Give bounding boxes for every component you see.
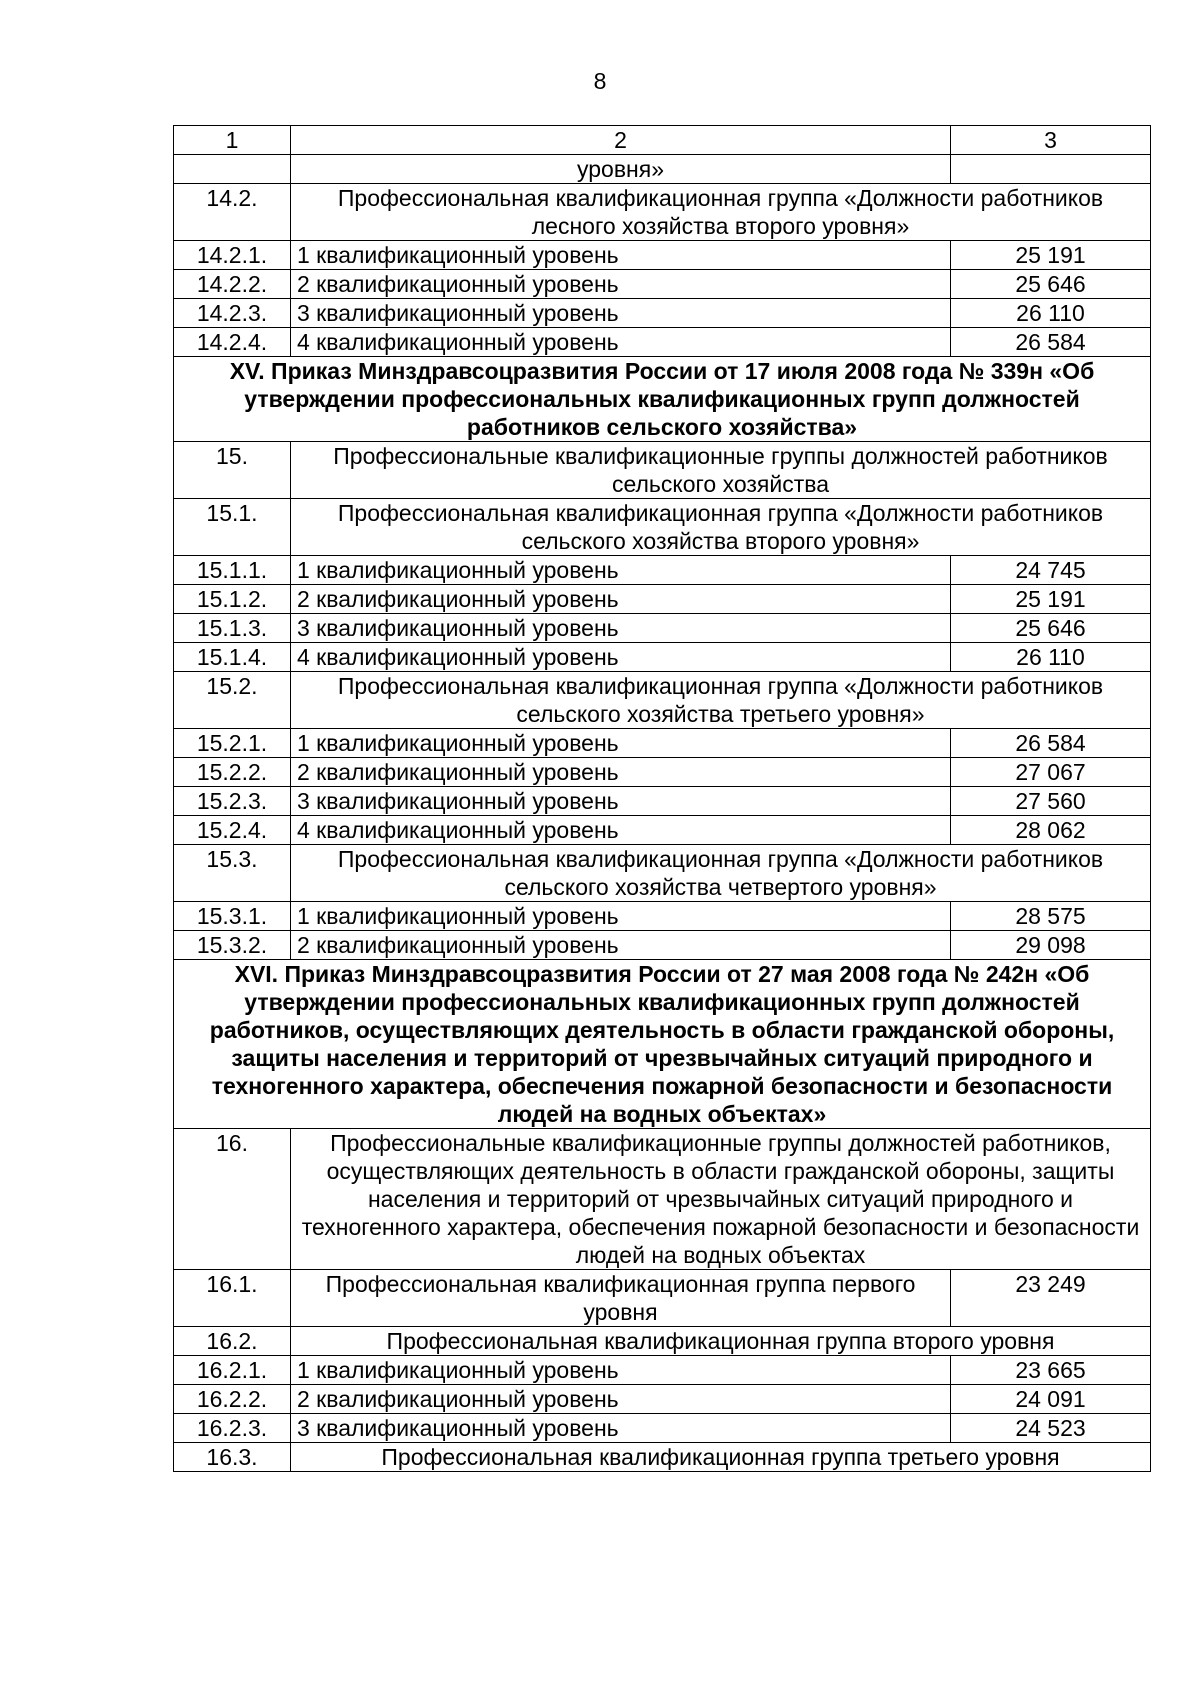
level-name: 2 квалификационный уровень [291,270,951,299]
table-row [174,816,1151,845]
table-row [174,845,1151,902]
salary-value: 24 091 [951,1385,1151,1414]
group-title: Профессиональная квалификационная группа первого уровня [291,1270,951,1327]
row-code: 14.2.1. [174,241,291,270]
table-row [174,556,1151,585]
row-code: 14.2.3. [174,299,291,328]
salary-value: 27 560 [951,787,1151,816]
group-title: Профессиональная квалификационная группа «Должности работников лесного хозяйства второго уровня» [291,184,1151,241]
row-code: 15.2. [174,672,291,729]
salary-table [173,125,1151,1472]
section-title: XV. Приказ Минздравсоцразвития России от 17 июля 2008 года № 339н «Об утверждении профессиональных квалификационных групп должностей работников сельского хозяйства» [174,357,1151,442]
row-code [174,155,291,184]
row-code: 16.2.1. [174,1356,291,1385]
salary-value: 24 523 [951,1414,1151,1443]
row-code: 16.2.2. [174,1385,291,1414]
row-code: 16. [174,1129,291,1270]
row-code: 15.3.1. [174,902,291,931]
level-name: 3 квалификационный уровень [291,299,951,328]
row-code: 15.3. [174,845,291,902]
group-title: Профессиональная квалификационная группа «Должности работников сельского хозяйства третьего уровня» [291,672,1151,729]
salary-value: 24 745 [951,556,1151,585]
page-number: 8 [593,68,607,94]
salary-value: 26 584 [951,729,1151,758]
header-col-3: 3 [951,126,1151,155]
salary-value: 25 191 [951,241,1151,270]
level-name: 1 квалификационный уровень [291,729,951,758]
row-code: 14.2.4. [174,328,291,357]
table-row [174,1327,1151,1356]
section-title: XVI. Приказ Минздравсоцразвития России от 27 мая 2008 года № 242н «Об утверждении профессиональных квалификационных групп должностей работников, осуществляющих деятельность в области гражданской обороны, защиты населения и территорий от чрезвычайных ситуаций природного и техногенного характера, обеспечения пожарной безопасности и безопасности людей на водных объектах» [174,960,1151,1129]
table-row [174,499,1151,556]
table-row [174,643,1151,672]
salary-value [951,155,1151,184]
table-row [174,270,1151,299]
level-name: 1 квалификационный уровень [291,902,951,931]
row-code: 16.2. [174,1327,291,1356]
level-name: 2 квалификационный уровень [291,585,951,614]
table-row [174,1443,1151,1472]
table-row [174,1356,1151,1385]
salary-value: 27 067 [951,758,1151,787]
group-title: Профессиональная квалификационная группа третьего уровня [291,1443,1151,1472]
section-title-row [174,960,1151,1129]
header-col-1: 1 [174,126,291,155]
table-row [174,184,1151,241]
group-title: Профессиональная квалификационная группа «Должности работников сельского хозяйства четвертого уровня» [291,845,1151,902]
group-title: Профессиональные квалификационные группы должностей работников сельского хозяйства [291,442,1151,499]
salary-value: 25 191 [951,585,1151,614]
row-code: 15.3.2. [174,931,291,960]
table-row [174,614,1151,643]
salary-value: 28 062 [951,816,1151,845]
salary-value: 25 646 [951,614,1151,643]
table-row [174,729,1151,758]
level-name: 4 квалификационный уровень [291,328,951,357]
level-name: 2 квалификационный уровень [291,1385,951,1414]
table-row [174,1129,1151,1270]
row-code: 14.2.2. [174,270,291,299]
row-code: 15.1.2. [174,585,291,614]
row-code: 14.2. [174,184,291,241]
table-row [174,1270,1151,1327]
group-title: Профессиональная квалификационная группа «Должности работников сельского хозяйства второго уровня» [291,499,1151,556]
salary-value: 28 575 [951,902,1151,931]
table-header-row [174,126,1151,155]
table-row [174,672,1151,729]
group-title: Профессиональные квалификационные группы должностей работников, осуществляющих деятельность в области гражданской обороны, защиты населения и территорий от чрезвычайных ситуаций природного и техногенного характера, обеспечения пожарной безопасности и безопасности людей на водных объектах [291,1129,1151,1270]
table-row [174,442,1151,499]
table-row [174,931,1151,960]
table-row [174,902,1151,931]
table-row [174,585,1151,614]
level-name: 4 квалификационный уровень [291,643,951,672]
salary-value: 23 665 [951,1356,1151,1385]
row-code: 15. [174,442,291,499]
level-name: 1 квалификационный уровень [291,556,951,585]
level-name: 3 квалификационный уровень [291,787,951,816]
row-code: 15.2.4. [174,816,291,845]
table-body [174,126,1151,1472]
row-code: 15.2.1. [174,729,291,758]
table-row [174,241,1151,270]
salary-value: 25 646 [951,270,1151,299]
row-code: 16.2.3. [174,1414,291,1443]
level-name: 1 квалификационный уровень [291,241,951,270]
continued-text: уровня» [291,155,951,184]
salary-value: 26 110 [951,643,1151,672]
salary-value: 23 249 [951,1270,1151,1327]
table-row [174,155,1151,184]
group-title: Профессиональная квалификационная группа второго уровня [291,1327,1151,1356]
level-name: 3 квалификационный уровень [291,1414,951,1443]
table-row [174,758,1151,787]
table-row [174,1414,1151,1443]
salary-value: 29 098 [951,931,1151,960]
row-code: 15.2.3. [174,787,291,816]
level-name: 2 квалификационный уровень [291,931,951,960]
level-name: 4 квалификационный уровень [291,816,951,845]
row-code: 16.1. [174,1270,291,1327]
table-row [174,787,1151,816]
level-name: 2 квалификационный уровень [291,758,951,787]
section-title-row [174,357,1151,442]
table-row [174,328,1151,357]
row-code: 15.1.3. [174,614,291,643]
salary-value: 26 584 [951,328,1151,357]
row-code: 15.1.4. [174,643,291,672]
row-code: 15.1.1. [174,556,291,585]
row-code: 15.1. [174,499,291,556]
row-code: 16.3. [174,1443,291,1472]
level-name: 3 квалификационный уровень [291,614,951,643]
salary-value: 26 110 [951,299,1151,328]
row-code: 15.2.2. [174,758,291,787]
table-row [174,299,1151,328]
header-col-2: 2 [291,126,951,155]
table-row [174,1385,1151,1414]
level-name: 1 квалификационный уровень [291,1356,951,1385]
